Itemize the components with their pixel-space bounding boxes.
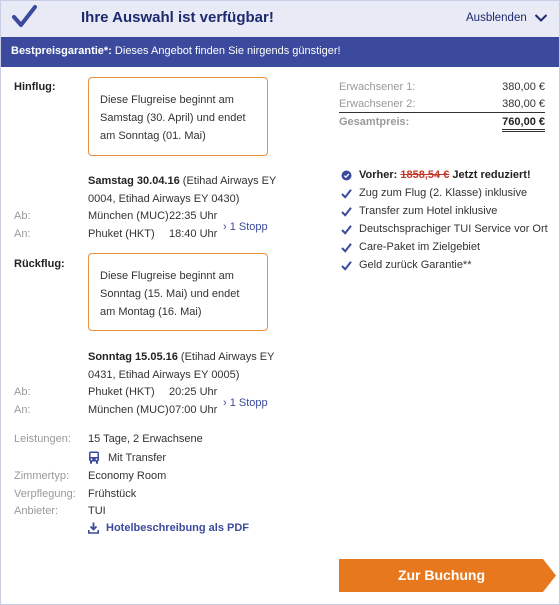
price-adult-1-value: 380,00 € bbox=[502, 81, 545, 93]
return-note: Diese Flugreise beginnt am Sonntag (15. Mai) und endet am Montag (16. Mai) bbox=[88, 253, 268, 331]
checkmark-icon bbox=[341, 224, 352, 235]
best-price-label: Bestpreisgarantie*: bbox=[11, 45, 112, 57]
bus-icon bbox=[88, 451, 100, 464]
availability-header bbox=[1, 1, 559, 37]
chevron-down-icon bbox=[534, 13, 548, 23]
transfer-label: Mit Transfer bbox=[108, 451, 167, 464]
chevron-right-icon: › bbox=[223, 221, 230, 233]
reduced-label: Jetzt reduziert! bbox=[452, 169, 531, 181]
outbound-stops-label: 1 Stopp bbox=[229, 221, 268, 233]
outbound-flight-info bbox=[88, 172, 278, 208]
feature-label: Transfer zum Hotel inklusive bbox=[359, 205, 498, 217]
return-label: Rückflug: bbox=[14, 258, 65, 270]
best-price-banner bbox=[1, 37, 559, 67]
services-label: Leistungen: bbox=[14, 433, 71, 445]
checkmark-icon bbox=[341, 206, 352, 217]
hotel-pdf-label: Hotelbeschreibung als PDF bbox=[106, 522, 250, 534]
price-total-label: Gesamtpreis: bbox=[339, 116, 410, 128]
best-price-text: Dieses Angebot finden Sie nirgends günstiger! bbox=[111, 45, 341, 57]
outbound-from-airport: München (MUC) bbox=[88, 210, 169, 222]
price-adult-2-value: 380,00 € bbox=[502, 98, 545, 110]
return-stops-link[interactable] bbox=[223, 397, 268, 409]
outbound-from-label: Ab: bbox=[14, 210, 31, 222]
return-date: Sonntag 15.05.16 bbox=[88, 351, 178, 363]
feature-item bbox=[341, 187, 527, 199]
price-divider bbox=[339, 112, 545, 113]
room-label: Zimmertyp: bbox=[14, 470, 69, 482]
price-adult-2-label: Erwachsener 2: bbox=[339, 98, 416, 110]
outbound-from-time: 22:35 Uhr bbox=[169, 210, 218, 222]
feature-label: Zug zum Flug (2. Klasse) inklusive bbox=[359, 187, 528, 199]
feature-label: Geld zurück Garantie** bbox=[359, 259, 472, 271]
download-icon bbox=[88, 522, 99, 534]
board-label: Verpflegung: bbox=[14, 488, 76, 500]
badge-icon bbox=[341, 170, 352, 181]
chevron-right-icon: › bbox=[223, 397, 230, 409]
return-to-time: 07:00 Uhr bbox=[169, 404, 218, 416]
price-total bbox=[339, 116, 545, 128]
outbound-to-time: 18:40 Uhr bbox=[169, 228, 218, 240]
booking-button[interactable] bbox=[339, 559, 556, 592]
checkmark-icon bbox=[341, 188, 352, 199]
room-value: Economy Room bbox=[88, 470, 167, 482]
availability-title: Ihre Auswahl ist verfügbar! bbox=[81, 9, 274, 26]
return-to-label: An: bbox=[14, 404, 31, 416]
outbound-date: Samstag 30.04.16 bbox=[88, 175, 180, 187]
price-reduction bbox=[341, 169, 531, 181]
price-adult-1-label: Erwachsener 1: bbox=[339, 81, 416, 93]
feature-item bbox=[341, 223, 548, 235]
return-from-label: Ab: bbox=[14, 386, 31, 398]
outbound-label: Hinflug: bbox=[14, 81, 56, 93]
outbound-stops-link[interactable] bbox=[223, 221, 268, 233]
hide-label: Ausblenden bbox=[466, 12, 527, 24]
return-to-airport: München (MUC) bbox=[88, 404, 169, 416]
feature-item bbox=[341, 241, 480, 253]
old-price: 1858,54 € bbox=[400, 169, 450, 181]
provider-label: Anbieter: bbox=[14, 505, 59, 517]
feature-item bbox=[341, 259, 472, 271]
checkmark-icon bbox=[341, 260, 352, 271]
outbound-note: Diese Flugreise beginnt am Samstag (30. April) und endet am Sonntag (01. Mai) bbox=[88, 77, 268, 156]
provider-value: TUI bbox=[88, 505, 106, 517]
services-value: 15 Tage, 2 Erwachsene bbox=[88, 433, 203, 445]
price-adult-2 bbox=[339, 98, 545, 110]
hide-button[interactable] bbox=[466, 12, 548, 24]
before-label: Vorher: bbox=[359, 169, 398, 181]
outbound-to-label: An: bbox=[14, 228, 31, 240]
return-stops-label: 1 Stopp bbox=[229, 397, 268, 409]
feature-item bbox=[341, 205, 497, 217]
checkmark-icon bbox=[341, 242, 352, 253]
outbound-airline: (Etihad Airways EY 0004, Etihad Airways EY 0430) bbox=[88, 175, 277, 205]
return-flight-info bbox=[88, 348, 278, 384]
price-adult-1 bbox=[339, 81, 545, 93]
feature-label: Deutschsprachiger TUI Service vor Ort bbox=[359, 223, 548, 235]
feature-label: Care-Paket im Zielgebiet bbox=[359, 241, 481, 253]
return-from-time: 20:25 Uhr bbox=[169, 386, 218, 398]
hotel-pdf-link[interactable] bbox=[88, 522, 249, 534]
board-value: Frühstück bbox=[88, 488, 137, 500]
price-total-value: 760,00 € bbox=[502, 116, 545, 132]
checkmark-icon bbox=[11, 4, 37, 30]
booking-button-label: Zur Buchung bbox=[397, 567, 486, 583]
outbound-to-airport: Phuket (HKT) bbox=[88, 228, 155, 240]
transfer-info bbox=[88, 451, 166, 464]
return-from-airport: Phuket (HKT) bbox=[88, 386, 155, 398]
return-airline: (Etihad Airways EY 0431, Etihad Airways EY 0005) bbox=[88, 351, 275, 381]
